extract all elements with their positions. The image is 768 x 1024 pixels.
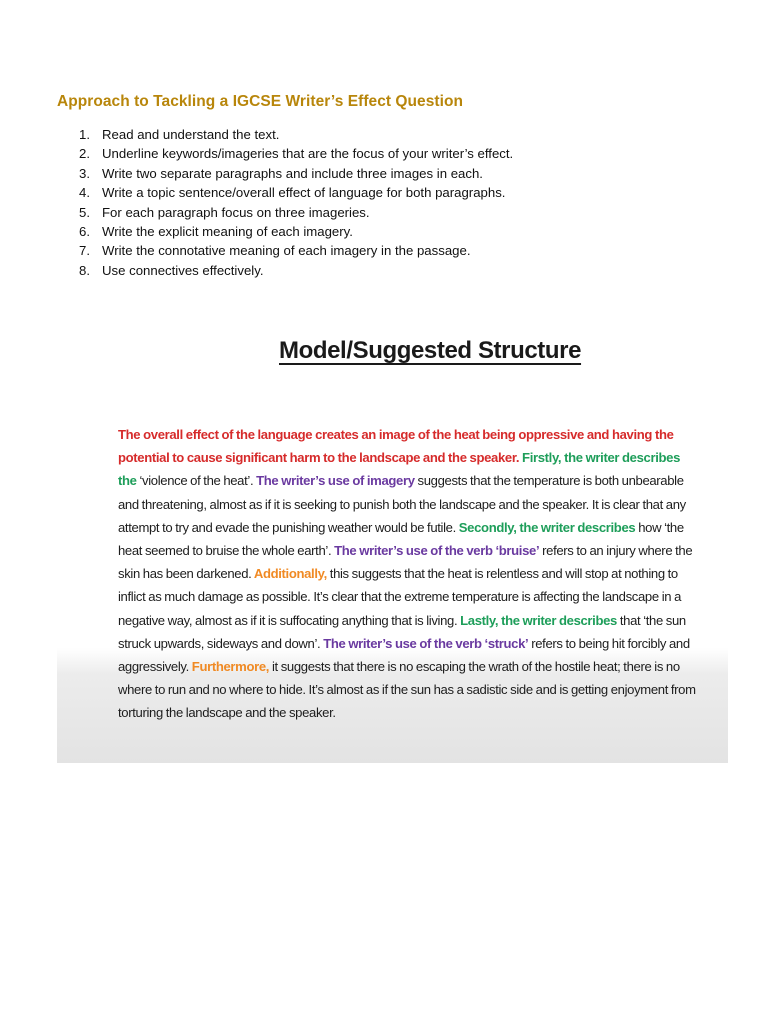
step-number: 4.	[79, 185, 90, 201]
step-number: 1.	[79, 127, 90, 142]
step-item	[70, 241, 513, 260]
step-text: For each paragraph focus on three imageries.	[102, 204, 370, 220]
step-item	[70, 261, 513, 280]
step-number: 5.	[79, 204, 90, 220]
steps-list	[70, 125, 513, 280]
model-text-segment: Firstly, the writer describes the	[118, 450, 681, 489]
step-text: Underline keywords/imageries that are the focus of your writer’s effect.	[102, 146, 514, 162]
model-text-segment: that ‘the sun struck upwards, sideways and down’.	[118, 612, 686, 651]
step-number: 3.	[79, 165, 90, 181]
model-text-segment: The writer’s use of the verb ‘struck’	[320, 635, 529, 651]
step-text: Write the connotative meaning of each imagery in the passage.	[102, 243, 471, 259]
model-text-segment: this suggests that the heat is relentless and will stop at nothing to inflict as much damage as possible. It’s clear that the extreme temperature is affecting the landscape in a negative way, almost as if it is suffocating anything that is living.	[118, 566, 681, 628]
step-text: Write the explicit meaning of each imagery.	[102, 224, 353, 240]
step-number: 6.	[79, 224, 90, 240]
model-text-segment: refers to being hit forcibly and aggressively.	[118, 635, 690, 675]
step-text: Use connectives effectively.	[102, 262, 264, 278]
model-text-segment: Lastly, the writer describes	[457, 612, 617, 628]
model-text-segment: it suggests that there is no escaping the wrath of the hostile heat; there is no where to run and no where to hide. It’s almost as if the sun has a sadistic side and is getting enjoyment from torturing the landscape and the speaker.	[118, 659, 696, 721]
model-text-segment: The writer’s use of imagery	[253, 473, 415, 489]
step-text: Write two separate paragraphs and include three images in each.	[102, 165, 483, 181]
model-text-segment: Secondly, the writer describes	[455, 519, 636, 535]
model-text-segment: suggests that the temperature is both unbearable and threatening, almost as if it is seeking to punish both the landscape and the speaker. It is clear that any attempt to try and evade the punishing weather would be futile.	[118, 473, 686, 535]
step-number: 7.	[79, 243, 90, 259]
step-item	[70, 164, 513, 183]
step-number: 8.	[79, 262, 90, 278]
step-item	[70, 222, 513, 241]
model-text-segment: Furthermore,	[188, 659, 270, 675]
model-text-segment: refers to an injury where the skin has been darkened.	[118, 543, 693, 582]
model-paragraph	[118, 423, 698, 725]
step-item	[70, 203, 513, 222]
step-item	[70, 125, 513, 144]
model-title: Model/Suggested Structure	[279, 337, 582, 364]
step-item	[70, 144, 513, 163]
model-text-segment: The writer’s use of the verb ‘bruise’	[331, 543, 540, 559]
model-text-segment: ‘violence of the heat’.	[136, 473, 254, 489]
model-text-segment: The overall effect of the language creates an image of the heat being oppressive and having the potential to cause significant harm to the landscape and the speaker.	[118, 427, 674, 466]
page-heading: Approach to Tackling a IGCSE Writer’s Effect Question	[57, 93, 464, 110]
step-text: Read and understand the text.	[102, 127, 280, 142]
model-structure-image	[57, 320, 728, 763]
step-item	[70, 183, 513, 202]
step-text: Write a topic sentence/overall effect of language for both paragraphs.	[102, 185, 506, 201]
model-text-segment: Additionally,	[251, 566, 327, 582]
model-text-segment: how ‘the heat seemed to bruise the whole earth’.	[118, 519, 684, 559]
step-number: 2.	[79, 146, 90, 162]
